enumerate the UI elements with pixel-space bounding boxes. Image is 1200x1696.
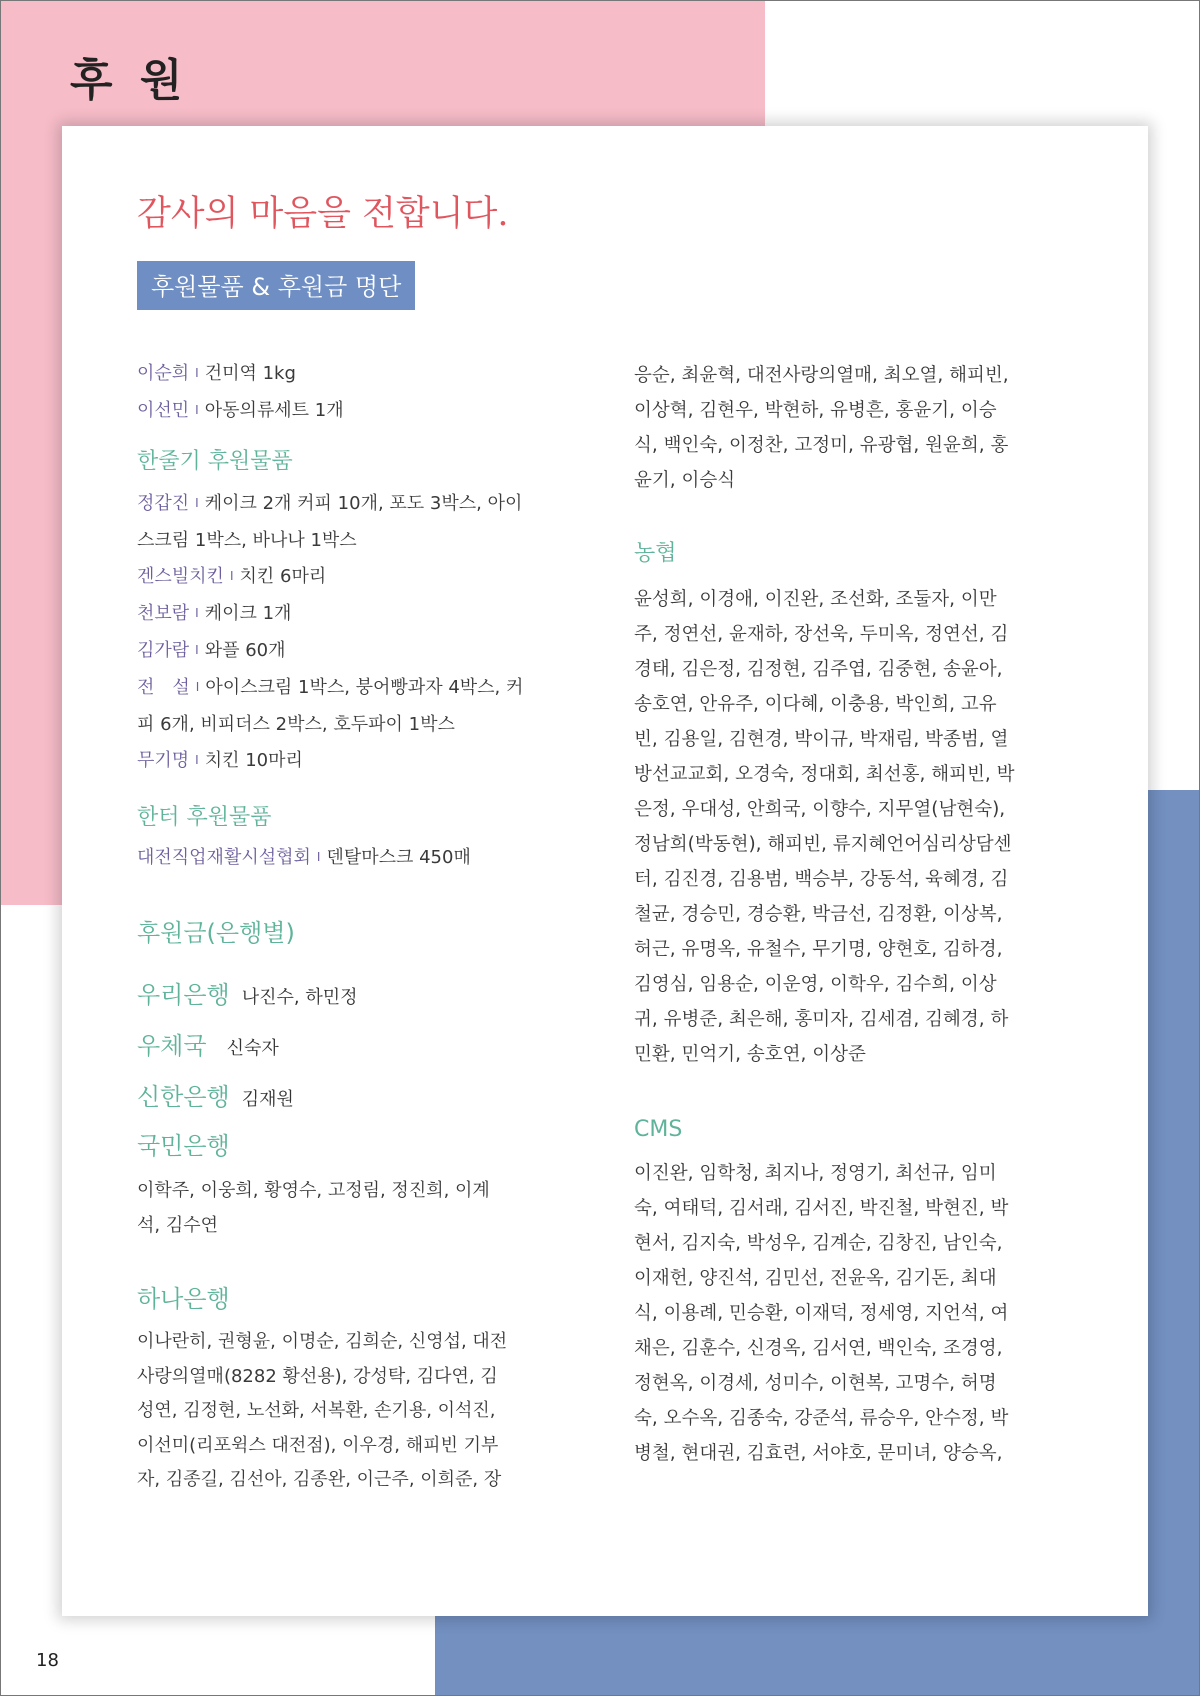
cms-donors-line: 식, 이용례, 민승환, 이재덕, 정세영, 지언석, 여	[634, 1303, 1009, 1324]
donor-line: 정갑진 I 케이크 2개 커피 10개, 포도 3박스, 아이	[137, 493, 523, 514]
card-subtitle: 후원물품 & 후원금 명단	[137, 261, 415, 310]
nonghyup-donors-line: 귀, 유병준, 최은해, 홍미자, 김세겸, 김혜경, 하	[634, 1009, 1009, 1030]
hana-donors-line: 사랑의열매(8282 황선용), 강성탁, 김다연, 김	[137, 1365, 498, 1387]
donor-line-continued	[137, 707, 577, 743]
donor-name: 천보람	[137, 603, 190, 624]
bank-row	[137, 971, 577, 1022]
donor-item: 덴탈마스크 450매	[326, 847, 471, 868]
kookmin-donors-line: 이학주, 이웅희, 황영수, 고정림, 정진희, 이계	[137, 1180, 490, 1201]
donor-item: 스크림 1박스, 바나나 1박스	[137, 530, 357, 551]
card-headline: 감사의 마음을 전합니다.	[137, 194, 509, 234]
donor-name: 이선민	[137, 400, 190, 421]
nonghyup-donors-line: 정남희(박동현), 해피빈, 류지혜언어심리상담센	[634, 834, 1012, 855]
hana-heading: 하나은행	[137, 1285, 230, 1313]
nonghyup-donors-line: 은정, 우대성, 안희국, 이향수, 지무열(남현숙),	[634, 799, 1006, 820]
hana-donors-line: 이상혁, 김현우, 박현하, 유병흔, 홍윤기, 이승	[634, 400, 997, 421]
left-column	[137, 356, 577, 1498]
bank-name: 신한은행	[137, 1083, 230, 1111]
hana-donors-line: 식, 백인숙, 이정찬, 고정미, 유광협, 원윤희, 홍	[634, 435, 1009, 456]
donation-section	[137, 915, 577, 1243]
hana-section	[137, 1281, 577, 1498]
hana-donors-line: 응순, 최윤혁, 대전사랑의열매, 최오열, 해피빈,	[634, 365, 1009, 386]
hana-donors-line: 이선미(리포윅스 대전점), 이우경, 해피빈 기부	[137, 1434, 499, 1456]
donor-name: 김가람	[137, 640, 190, 661]
page-number: 18	[36, 1650, 59, 1671]
right-column	[634, 358, 1074, 1471]
nonghyup-donors-line: 윤성희, 이경애, 이진완, 조선화, 조둘자, 이만	[634, 589, 997, 610]
nonghyup-heading: 농협	[634, 541, 677, 566]
donor-name: 정갑진	[137, 493, 190, 514]
hana-donors-line: 자, 김종길, 김선아, 김종완, 이근주, 이희준, 장	[137, 1469, 502, 1490]
donor-item: 아동의류세트 1개	[204, 400, 344, 421]
donor-card	[62, 126, 1148, 1616]
cms-heading: CMS	[634, 1117, 683, 1142]
donor-item: 케이크 2개 커피 10개, 포도 3박스, 아이	[204, 493, 523, 514]
donor-item: 와플 60개	[204, 640, 286, 661]
kookmin-donors-line: 석, 김수연	[137, 1214, 218, 1236]
section-title: 후 원	[70, 55, 189, 106]
donor-name: 겐스빌치킨	[137, 566, 224, 587]
hana-donors-line: 성연, 김정현, 노선화, 서복환, 손기용, 이석진,	[137, 1400, 496, 1421]
nonghyup-section	[634, 536, 1074, 1072]
nonghyup-donors-line: 주, 정연선, 윤재하, 장선욱, 두미옥, 정연선, 김	[634, 624, 1009, 645]
hana-donors-line: 윤기, 이승식	[634, 470, 736, 491]
hanteo-heading: 한터 후원물품	[137, 805, 272, 830]
cms-donors-line: 채은, 김훈수, 신경옥, 김서연, 백인숙, 조경영,	[634, 1338, 1003, 1359]
donor-line: 겐스빌치킨 I 치킨 6마리	[137, 566, 327, 587]
cms-donors-line: 숙, 오수옥, 김종숙, 강준석, 류승우, 안수정, 박	[634, 1408, 1009, 1429]
donation-heading: 후원금(은행별)	[137, 919, 295, 947]
hanjulgi-heading: 한줄기 후원물품	[137, 449, 293, 474]
cms-donors-line: 현서, 김지숙, 박성우, 김계순, 김창진, 남인숙,	[634, 1233, 1003, 1254]
donor-line: 무기명 I 치킨 10마리	[137, 750, 303, 771]
donor-name: 이순희	[137, 363, 190, 384]
nonghyup-donors-line: 터, 김진경, 김용범, 백승부, 강동석, 육혜경, 김	[634, 869, 1009, 890]
donor-line: 천보람 I 케이크 1개	[137, 603, 292, 624]
bank-name: 우체국	[137, 1032, 207, 1060]
hanjulgi-section	[137, 444, 577, 780]
cms-donors-line: 숙, 여태덕, 김서래, 김서진, 박진철, 박현진, 박	[634, 1198, 1009, 1219]
nonghyup-donors-line: 김영심, 임용순, 이운영, 이학우, 김수희, 이상	[634, 974, 997, 995]
donor-item: 피 6개, 비피더스 2박스, 호두파이 1박스	[137, 714, 455, 735]
nonghyup-donors-line: 송호연, 안유주, 이다혜, 이충용, 박인희, 고유	[634, 694, 997, 715]
donor-line: 전 설 I 아이스크림 1박스, 붕어빵과자 4박스, 커	[137, 677, 524, 698]
hanteo-section	[137, 800, 577, 877]
nonghyup-donors-line: 빈, 김용일, 김현경, 박이규, 박재림, 박종범, 열	[634, 729, 1009, 750]
hana-donors-line: 이나란히, 권형윤, 이명순, 김희순, 신영섭, 대전	[137, 1331, 508, 1352]
donor-line-continued	[137, 523, 577, 559]
donor-line: 김가람 I 와플 60개	[137, 640, 286, 661]
nonghyup-donors-line: 방선교교회, 오경숙, 정대회, 최선홍, 해피빈, 박	[634, 764, 1015, 785]
nonghyup-donors-line: 철균, 경승민, 경승환, 박금선, 김정환, 이상복,	[634, 904, 1003, 925]
donor-item: 케이크 1개	[204, 603, 292, 624]
donor-name: 대전직업재활시설협회	[137, 847, 311, 868]
cms-donors-line: 정현옥, 이경세, 성미수, 이현복, 고명수, 허명	[634, 1373, 997, 1394]
donor-line: 이순희 I 건미역 1kg	[137, 363, 296, 384]
nonghyup-donors-line: 허근, 유명옥, 유철수, 무기명, 양현호, 김하경,	[634, 939, 1003, 960]
donor-name: 무기명	[137, 750, 190, 771]
donor-item: 아이스크림 1박스, 붕어빵과자 4박스, 커	[205, 677, 524, 698]
donor-line: 이선민 I 아동의류세트 1개	[137, 400, 344, 421]
bank-name: 우리은행	[137, 981, 230, 1009]
cms-section	[634, 1112, 1074, 1471]
nonghyup-donors-line: 민환, 민억기, 송호연, 이상준	[634, 1044, 866, 1065]
kookmin-heading: 국민은행	[137, 1132, 230, 1160]
bank-row	[137, 1022, 577, 1073]
donor-name: 전 설	[137, 677, 190, 698]
cms-donors-line: 이재헌, 양진석, 김민선, 전윤옥, 김기돈, 최대	[634, 1268, 997, 1289]
bank-row	[137, 1073, 577, 1124]
donor-line: 대전직업재활시설협회 I 덴탈마스크 450매	[137, 847, 471, 868]
nonghyup-donors-line: 경태, 김은정, 김정현, 김주엽, 김중현, 송윤아,	[634, 659, 1003, 680]
cms-donors-line: 병철, 현대권, 김효련, 서야호, 문미녀, 양승옥,	[634, 1443, 1003, 1464]
bank-donors: 김재원	[241, 1089, 294, 1110]
donor-item: 치킨 6마리	[239, 566, 327, 587]
cms-donors-line: 이진완, 임학청, 최지나, 정영기, 최선규, 임미	[634, 1163, 997, 1184]
bank-donors: 나진수, 하민정	[241, 987, 358, 1008]
donor-item: 치킨 10마리	[204, 750, 303, 771]
bank-donors: 신숙자	[226, 1038, 279, 1059]
hana-continued	[634, 358, 1074, 498]
individual-donors	[137, 356, 577, 430]
donor-item: 건미역 1kg	[204, 363, 296, 384]
